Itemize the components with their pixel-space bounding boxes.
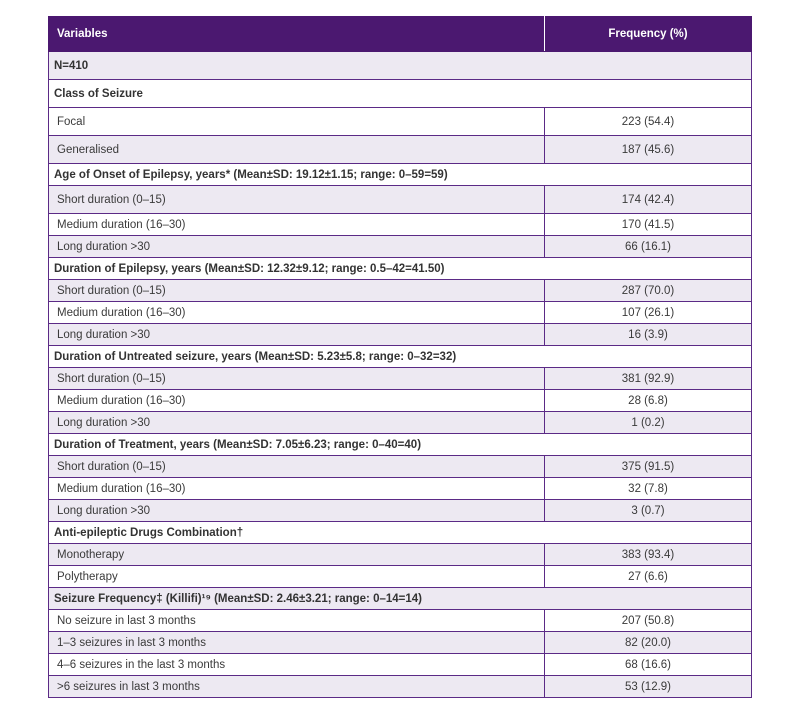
row-label: Medium duration (16–30)	[49, 302, 545, 324]
n-row	[49, 52, 752, 80]
table-header-row	[49, 17, 752, 52]
section-title: Age of Onset of Epilepsy, years* (Mean±SD: 19.12±1.15; range: 0–59=59)	[49, 164, 752, 186]
header-variables: Variables	[49, 17, 545, 52]
row-value: 82 (20.0)	[545, 632, 752, 654]
section-title: Class of Seizure	[49, 80, 752, 108]
table-row	[49, 412, 752, 434]
section-header-row	[49, 522, 752, 544]
section-header-row	[49, 164, 752, 186]
table-row	[49, 566, 752, 588]
row-label: Focal	[49, 108, 545, 136]
section-header-row	[49, 80, 752, 108]
row-value: 375 (91.5)	[545, 456, 752, 478]
row-value: 207 (50.8)	[545, 610, 752, 632]
row-value: 1 (0.2)	[545, 412, 752, 434]
table-row	[49, 456, 752, 478]
table-row	[49, 280, 752, 302]
row-label: 4–6 seizures in the last 3 months	[49, 654, 545, 676]
table-row	[49, 654, 752, 676]
row-value: 3 (0.7)	[545, 500, 752, 522]
row-value: 381 (92.9)	[545, 368, 752, 390]
row-value: 187 (45.6)	[545, 136, 752, 164]
n-label: N=410	[49, 52, 752, 80]
row-value: 53 (12.9)	[545, 676, 752, 698]
table-row	[49, 610, 752, 632]
row-value: 16 (3.9)	[545, 324, 752, 346]
table-row	[49, 500, 752, 522]
row-label: 1–3 seizures in last 3 months	[49, 632, 545, 654]
row-label: Short duration (0–15)	[49, 280, 545, 302]
table-row	[49, 108, 752, 136]
row-value: 68 (16.6)	[545, 654, 752, 676]
frequency-table	[48, 16, 752, 698]
table-row	[49, 632, 752, 654]
section-header-row	[49, 588, 752, 610]
section-title: Seizure Frequency‡ (Killifi)¹⁹ (Mean±SD: 2.46±3.21; range: 0–14=14)	[49, 588, 752, 610]
section-header-row	[49, 434, 752, 456]
header-frequency: Frequency (%)	[545, 17, 752, 52]
section-title: Duration of Untreated seizure, years (Mean±SD: 5.23±5.8; range: 0–32=32)	[49, 346, 752, 368]
row-label: Medium duration (16–30)	[49, 390, 545, 412]
section-title: Duration of Treatment, years (Mean±SD: 7.05±6.23; range: 0–40=40)	[49, 434, 752, 456]
row-value: 32 (7.8)	[545, 478, 752, 500]
row-value: 107 (26.1)	[545, 302, 752, 324]
table-row	[49, 390, 752, 412]
row-value: 170 (41.5)	[545, 214, 752, 236]
table-row	[49, 478, 752, 500]
row-label: Long duration >30	[49, 324, 545, 346]
row-label: Medium duration (16–30)	[49, 478, 545, 500]
row-label: Short duration (0–15)	[49, 368, 545, 390]
table-row	[49, 302, 752, 324]
row-value: 174 (42.4)	[545, 186, 752, 214]
section-header-row	[49, 346, 752, 368]
section-title: Duration of Epilepsy, years (Mean±SD: 12.32±9.12; range: 0.5–42=41.50)	[49, 258, 752, 280]
row-value: 27 (6.6)	[545, 566, 752, 588]
table-row	[49, 324, 752, 346]
row-label: Short duration (0–15)	[49, 456, 545, 478]
row-value: 66 (16.1)	[545, 236, 752, 258]
row-label: Long duration >30	[49, 412, 545, 434]
table-row	[49, 676, 752, 698]
row-label: No seizure in last 3 months	[49, 610, 545, 632]
row-label: Long duration >30	[49, 500, 545, 522]
row-value: 383 (93.4)	[545, 544, 752, 566]
row-label: Generalised	[49, 136, 545, 164]
row-value: 287 (70.0)	[545, 280, 752, 302]
table-row	[49, 368, 752, 390]
row-value: 28 (6.8)	[545, 390, 752, 412]
row-label: Short duration (0–15)	[49, 186, 545, 214]
table-row	[49, 544, 752, 566]
frequency-table-container	[48, 16, 751, 698]
row-label: Medium duration (16–30)	[49, 214, 545, 236]
row-label: Long duration >30	[49, 236, 545, 258]
row-value: 223 (54.4)	[545, 108, 752, 136]
table-row	[49, 186, 752, 214]
row-label: Monotherapy	[49, 544, 545, 566]
row-label: >6 seizures in last 3 months	[49, 676, 545, 698]
table-row	[49, 136, 752, 164]
section-header-row	[49, 258, 752, 280]
row-label: Polytherapy	[49, 566, 545, 588]
table-row	[49, 236, 752, 258]
table-row	[49, 214, 752, 236]
section-title: Anti-epileptic Drugs Combination†	[49, 522, 752, 544]
